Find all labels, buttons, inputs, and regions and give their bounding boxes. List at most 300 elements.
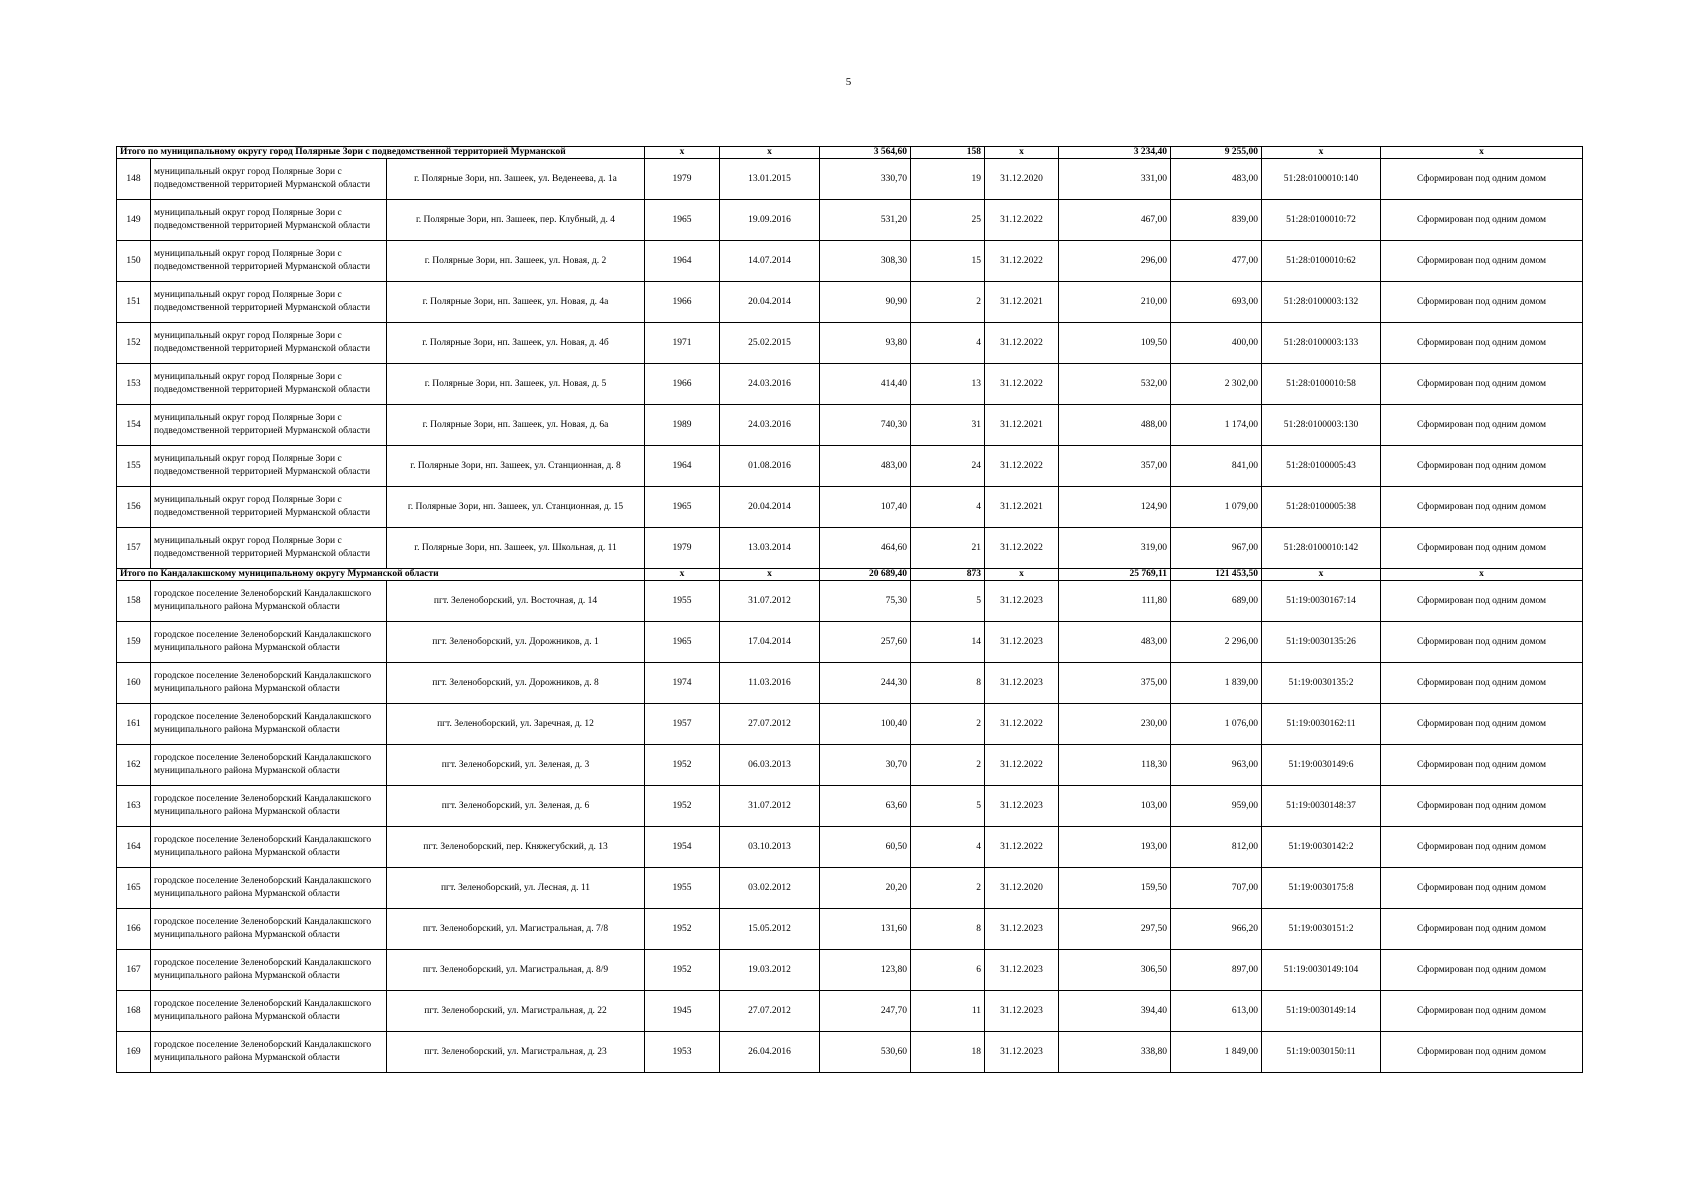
note-cell: Сформирован под одним домом	[1381, 704, 1583, 745]
table-row	[117, 446, 1583, 487]
residents-cell: 15	[911, 241, 985, 282]
municipality-cell: городское поселение Зеленоборский Кандалакшского муниципального района Мурманской области	[151, 622, 387, 663]
land-area-cell: 483,00	[1171, 159, 1262, 200]
cadastral-cell: 51:19:0030142:2	[1262, 827, 1381, 868]
cadastral-cell: 51:19:0030149:14	[1262, 991, 1381, 1032]
land-area-cell: 967,00	[1171, 528, 1262, 569]
address-cell: г. Полярные Зори, нп. Зашеек, ул. Станционная, д. 15	[387, 487, 645, 528]
area-cell: 531,20	[820, 200, 911, 241]
cadastral-cell: 51:28:0100003:133	[1262, 323, 1381, 364]
row-number-cell: 168	[117, 991, 151, 1032]
note-cell: Сформирован под одним домом	[1381, 323, 1583, 364]
table-row	[117, 323, 1583, 364]
row-number-cell: 148	[117, 159, 151, 200]
area-cell: 131,60	[820, 909, 911, 950]
residents-cell: 19	[911, 159, 985, 200]
cadastral-cell: 51:28:0100010:58	[1262, 364, 1381, 405]
row-number-cell: 150	[117, 241, 151, 282]
row-number-cell: 155	[117, 446, 151, 487]
row-number-cell: 165	[117, 868, 151, 909]
area2-cell: 109,50	[1059, 323, 1171, 364]
year-cell: 1966	[645, 282, 720, 323]
row-number-cell: 162	[117, 745, 151, 786]
housing-table	[116, 146, 1583, 1073]
table-row	[117, 704, 1583, 745]
area-cell: 30,70	[820, 745, 911, 786]
date-cell: 24.03.2016	[720, 405, 820, 446]
municipality-cell: муниципальный округ город Полярные Зори с подведомственной территорией Мурманской области	[151, 200, 387, 241]
area2-cell: 230,00	[1059, 704, 1171, 745]
note-cell: Сформирован под одним домом	[1381, 991, 1583, 1032]
total-label: Итого по муниципальному округу город Полярные Зори с подведомственной территорией Мурманской	[117, 147, 645, 159]
plan-date-cell: 31.12.2022	[985, 745, 1059, 786]
year-cell: 1974	[645, 663, 720, 704]
table-row	[117, 241, 1583, 282]
year-cell: 1964	[645, 241, 720, 282]
note-cell: Сформирован под одним домом	[1381, 200, 1583, 241]
plan-date-cell: 31.12.2023	[985, 909, 1059, 950]
cadastral-cell: 51:28:0100010:142	[1262, 528, 1381, 569]
total-date-cell: x	[720, 569, 820, 581]
year-cell: 1952	[645, 786, 720, 827]
area-cell: 100,40	[820, 704, 911, 745]
address-cell: пгт. Зеленоборский, ул. Заречная, д. 12	[387, 704, 645, 745]
land-area-cell: 897,00	[1171, 950, 1262, 991]
area2-cell: 338,80	[1059, 1032, 1171, 1073]
residents-cell: 18	[911, 1032, 985, 1073]
plan-date-cell: 31.12.2023	[985, 991, 1059, 1032]
year-cell: 1965	[645, 487, 720, 528]
residents-cell: 2	[911, 745, 985, 786]
area2-cell: 296,00	[1059, 241, 1171, 282]
total-residents-cell: 873	[911, 569, 985, 581]
row-number-cell: 154	[117, 405, 151, 446]
year-cell: 1945	[645, 991, 720, 1032]
year-cell: 1971	[645, 323, 720, 364]
area2-cell: 193,00	[1059, 827, 1171, 868]
residents-cell: 24	[911, 446, 985, 487]
address-cell: пгт. Зеленоборский, ул. Зеленая, д. 3	[387, 745, 645, 786]
area2-cell: 297,50	[1059, 909, 1171, 950]
note-cell: Сформирован под одним домом	[1381, 487, 1583, 528]
address-cell: пгт. Зеленоборский, ул. Магистральная, д. 8/9	[387, 950, 645, 991]
plan-date-cell: 31.12.2022	[985, 704, 1059, 745]
land-area-cell: 693,00	[1171, 282, 1262, 323]
residents-cell: 25	[911, 200, 985, 241]
row-number-cell: 156	[117, 487, 151, 528]
date-cell: 03.02.2012	[720, 868, 820, 909]
total-cadastral-cell: x	[1262, 147, 1381, 159]
municipality-cell: городское поселение Зеленоборский Кандалакшского муниципального района Мурманской области	[151, 950, 387, 991]
municipality-cell: муниципальный округ город Полярные Зори с подведомственной территорией Мурманской области	[151, 446, 387, 487]
total-note-cell: x	[1381, 569, 1583, 581]
area-cell: 530,60	[820, 1032, 911, 1073]
date-cell: 15.05.2012	[720, 909, 820, 950]
note-cell: Сформирован под одним домом	[1381, 827, 1583, 868]
row-number-cell: 152	[117, 323, 151, 364]
address-cell: пгт. Зеленоборский, пер. Княжегубский, д. 13	[387, 827, 645, 868]
table-row	[117, 745, 1583, 786]
land-area-cell: 959,00	[1171, 786, 1262, 827]
area-cell: 330,70	[820, 159, 911, 200]
address-cell: г. Полярные Зори, нп. Зашеек, ул. Станционная, д. 8	[387, 446, 645, 487]
residents-cell: 5	[911, 786, 985, 827]
plan-date-cell: 31.12.2022	[985, 241, 1059, 282]
cadastral-cell: 51:19:0030175:8	[1262, 868, 1381, 909]
plan-date-cell: 31.12.2023	[985, 786, 1059, 827]
plan-date-cell: 31.12.2023	[985, 663, 1059, 704]
plan-date-cell: 31.12.2023	[985, 622, 1059, 663]
year-cell: 1952	[645, 745, 720, 786]
area-cell: 75,30	[820, 581, 911, 622]
plan-date-cell: 31.12.2022	[985, 528, 1059, 569]
cadastral-cell: 51:28:0100005:38	[1262, 487, 1381, 528]
land-area-cell: 841,00	[1171, 446, 1262, 487]
row-number-cell: 159	[117, 622, 151, 663]
residents-cell: 2	[911, 282, 985, 323]
plan-date-cell: 31.12.2021	[985, 282, 1059, 323]
year-cell: 1979	[645, 528, 720, 569]
area-cell: 308,30	[820, 241, 911, 282]
land-area-cell: 1 839,00	[1171, 663, 1262, 704]
date-cell: 11.03.2016	[720, 663, 820, 704]
total-area-cell: 3 564,60	[820, 147, 911, 159]
date-cell: 13.03.2014	[720, 528, 820, 569]
row-number-cell: 149	[117, 200, 151, 241]
residents-cell: 4	[911, 827, 985, 868]
area2-cell: 319,00	[1059, 528, 1171, 569]
address-cell: пгт. Зеленоборский, ул. Восточная, д. 14	[387, 581, 645, 622]
year-cell: 1965	[645, 200, 720, 241]
area-cell: 20,20	[820, 868, 911, 909]
area-cell: 107,40	[820, 487, 911, 528]
cadastral-cell: 51:28:0100010:72	[1262, 200, 1381, 241]
address-cell: пгт. Зеленоборский, ул. Магистральная, д. 7/8	[387, 909, 645, 950]
area2-cell: 488,00	[1059, 405, 1171, 446]
municipality-cell: городское поселение Зеленоборский Кандалакшского муниципального района Мурманской области	[151, 786, 387, 827]
area2-cell: 103,00	[1059, 786, 1171, 827]
row-number-cell: 164	[117, 827, 151, 868]
year-cell: 1964	[645, 446, 720, 487]
municipality-cell: муниципальный округ город Полярные Зори с подведомственной территорией Мурманской области	[151, 282, 387, 323]
plan-date-cell: 31.12.2022	[985, 323, 1059, 364]
row-number-cell: 169	[117, 1032, 151, 1073]
residents-cell: 4	[911, 323, 985, 364]
date-cell: 27.07.2012	[720, 704, 820, 745]
residents-cell: 2	[911, 704, 985, 745]
area-cell: 244,30	[820, 663, 911, 704]
total-date-cell: x	[720, 147, 820, 159]
total-plan-date-cell: x	[985, 569, 1059, 581]
cadastral-cell: 51:28:0100010:140	[1262, 159, 1381, 200]
note-cell: Сформирован под одним домом	[1381, 622, 1583, 663]
municipality-cell: муниципальный округ город Полярные Зори с подведомственной территорией Мурманской области	[151, 405, 387, 446]
total-land-area-cell: 121 453,50	[1171, 569, 1262, 581]
year-cell: 1954	[645, 827, 720, 868]
row-number-cell: 163	[117, 786, 151, 827]
area-cell: 483,00	[820, 446, 911, 487]
area-cell: 414,40	[820, 364, 911, 405]
note-cell: Сформирован под одним домом	[1381, 528, 1583, 569]
date-cell: 13.01.2015	[720, 159, 820, 200]
table-row	[117, 786, 1583, 827]
note-cell: Сформирован под одним домом	[1381, 663, 1583, 704]
date-cell: 19.03.2012	[720, 950, 820, 991]
total-year-cell: x	[645, 569, 720, 581]
residents-cell: 5	[911, 581, 985, 622]
area-cell: 93,80	[820, 323, 911, 364]
plan-date-cell: 31.12.2023	[985, 950, 1059, 991]
date-cell: 26.04.2016	[720, 1032, 820, 1073]
table-row	[117, 159, 1583, 200]
year-cell: 1966	[645, 364, 720, 405]
year-cell: 1957	[645, 704, 720, 745]
cadastral-cell: 51:28:0100003:130	[1262, 405, 1381, 446]
note-cell: Сформирован под одним домом	[1381, 786, 1583, 827]
table-row	[117, 364, 1583, 405]
address-cell: г. Полярные Зори, нп. Зашеек, ул. Новая, д. 2	[387, 241, 645, 282]
note-cell: Сформирован под одним домом	[1381, 581, 1583, 622]
land-area-cell: 1 849,00	[1171, 1032, 1262, 1073]
note-cell: Сформирован под одним домом	[1381, 364, 1583, 405]
municipality-cell: городское поселение Зеленоборский Кандалакшского муниципального района Мурманской области	[151, 745, 387, 786]
total-note-cell: x	[1381, 147, 1583, 159]
date-cell: 25.02.2015	[720, 323, 820, 364]
address-cell: г. Полярные Зори, нп. Зашеек, ул. Новая, д. 6а	[387, 405, 645, 446]
area2-cell: 375,00	[1059, 663, 1171, 704]
residents-cell: 2	[911, 868, 985, 909]
land-area-cell: 2 296,00	[1171, 622, 1262, 663]
cadastral-cell: 51:28:0100010:62	[1262, 241, 1381, 282]
cadastral-cell: 51:19:0030148:37	[1262, 786, 1381, 827]
table-row	[117, 622, 1583, 663]
municipality-cell: городское поселение Зеленоборский Кандалакшского муниципального района Мурманской области	[151, 1032, 387, 1073]
total-area2-cell: 25 769,11	[1059, 569, 1171, 581]
plan-date-cell: 31.12.2022	[985, 827, 1059, 868]
table-row	[117, 909, 1583, 950]
row-number-cell: 166	[117, 909, 151, 950]
municipality-cell: городское поселение Зеленоборский Кандалакшского муниципального района Мурманской области	[151, 704, 387, 745]
municipality-cell: городское поселение Зеленоборский Кандалакшского муниципального района Мурманской области	[151, 991, 387, 1032]
area2-cell: 394,40	[1059, 991, 1171, 1032]
cadastral-cell: 51:19:0030150:11	[1262, 1032, 1381, 1073]
address-cell: г. Полярные Зори, нп. Зашеек, ул. Новая, д. 4б	[387, 323, 645, 364]
total-label: Итого по Кандалакшскому муниципальному округу Мурманской области	[117, 569, 645, 581]
table-row	[117, 663, 1583, 704]
address-cell: пгт. Зеленоборский, ул. Магистральная, д. 22	[387, 991, 645, 1032]
table-row	[117, 950, 1583, 991]
plan-date-cell: 31.12.2021	[985, 405, 1059, 446]
address-cell: пгт. Зеленоборский, ул. Дорожников, д. 8	[387, 663, 645, 704]
area-cell: 257,60	[820, 622, 911, 663]
date-cell: 31.07.2012	[720, 786, 820, 827]
land-area-cell: 1 174,00	[1171, 405, 1262, 446]
cadastral-cell: 51:19:0030162:11	[1262, 704, 1381, 745]
cadastral-cell: 51:19:0030149:6	[1262, 745, 1381, 786]
table-row	[117, 1032, 1583, 1073]
total-cadastral-cell: x	[1262, 569, 1381, 581]
date-cell: 06.03.2013	[720, 745, 820, 786]
date-cell: 19.09.2016	[720, 200, 820, 241]
note-cell: Сформирован под одним домом	[1381, 159, 1583, 200]
area-cell: 247,70	[820, 991, 911, 1032]
total-land-area-cell: 9 255,00	[1171, 147, 1262, 159]
total-area-cell: 20 689,40	[820, 569, 911, 581]
municipality-cell: городское поселение Зеленоборский Кандалакшского муниципального района Мурманской области	[151, 827, 387, 868]
address-cell: г. Полярные Зори, нп. Зашеек, ул. Новая, д. 4а	[387, 282, 645, 323]
row-number-cell: 153	[117, 364, 151, 405]
row-number-cell: 157	[117, 528, 151, 569]
area-cell: 740,30	[820, 405, 911, 446]
total-year-cell: x	[645, 147, 720, 159]
municipality-cell: муниципальный округ город Полярные Зори с подведомственной территорией Мурманской области	[151, 159, 387, 200]
address-cell: пгт. Зеленоборский, ул. Лесная, д. 11	[387, 868, 645, 909]
land-area-cell: 963,00	[1171, 745, 1262, 786]
area-cell: 464,60	[820, 528, 911, 569]
area-cell: 90,90	[820, 282, 911, 323]
land-area-cell: 2 302,00	[1171, 364, 1262, 405]
municipality-cell: городское поселение Зеленоборский Кандалакшского муниципального района Мурманской области	[151, 909, 387, 950]
land-area-cell: 707,00	[1171, 868, 1262, 909]
plan-date-cell: 31.12.2021	[985, 487, 1059, 528]
note-cell: Сформирован под одним домом	[1381, 241, 1583, 282]
land-area-cell: 613,00	[1171, 991, 1262, 1032]
address-cell: г. Полярные Зори, нп. Зашеек, ул. Школьная, д. 11	[387, 528, 645, 569]
table-row	[117, 581, 1583, 622]
address-cell: пгт. Зеленоборский, ул. Зеленая, д. 6	[387, 786, 645, 827]
note-cell: Сформирован под одним домом	[1381, 950, 1583, 991]
address-cell: г. Полярные Зори, нп. Зашеек, ул. Новая, д. 5	[387, 364, 645, 405]
residents-cell: 21	[911, 528, 985, 569]
area2-cell: 210,00	[1059, 282, 1171, 323]
row-number-cell: 151	[117, 282, 151, 323]
plan-date-cell: 31.12.2023	[985, 581, 1059, 622]
table-row	[117, 200, 1583, 241]
residents-cell: 4	[911, 487, 985, 528]
note-cell: Сформирован под одним домом	[1381, 446, 1583, 487]
area2-cell: 111,80	[1059, 581, 1171, 622]
area2-cell: 124,90	[1059, 487, 1171, 528]
year-cell: 1989	[645, 405, 720, 446]
page-number: 5	[845, 76, 852, 88]
municipality-cell: муниципальный округ город Полярные Зори с подведомственной территорией Мурманской области	[151, 487, 387, 528]
date-cell: 20.04.2014	[720, 487, 820, 528]
note-cell: Сформирован под одним домом	[1381, 405, 1583, 446]
land-area-cell: 966,20	[1171, 909, 1262, 950]
land-area-cell: 1 079,00	[1171, 487, 1262, 528]
municipality-cell: городское поселение Зеленоборский Кандалакшского муниципального района Мурманской области	[151, 663, 387, 704]
area2-cell: 118,30	[1059, 745, 1171, 786]
date-cell: 31.07.2012	[720, 581, 820, 622]
land-area-cell: 400,00	[1171, 323, 1262, 364]
residents-cell: 31	[911, 405, 985, 446]
area-cell: 60,50	[820, 827, 911, 868]
cadastral-cell: 51:28:0100005:43	[1262, 446, 1381, 487]
plan-date-cell: 31.12.2023	[985, 1032, 1059, 1073]
year-cell: 1952	[645, 909, 720, 950]
cadastral-cell: 51:19:0030135:26	[1262, 622, 1381, 663]
land-area-cell: 839,00	[1171, 200, 1262, 241]
plan-date-cell: 31.12.2020	[985, 868, 1059, 909]
row-number-cell: 158	[117, 581, 151, 622]
address-cell: г. Полярные Зори, нп. Зашеек, пер. Клубный, д. 4	[387, 200, 645, 241]
municipality-cell: городское поселение Зеленоборский Кандалакшского муниципального района Мурманской области	[151, 581, 387, 622]
date-cell: 03.10.2013	[720, 827, 820, 868]
residents-cell: 13	[911, 364, 985, 405]
table-row	[117, 528, 1583, 569]
note-cell: Сформирован под одним домом	[1381, 745, 1583, 786]
plan-date-cell: 31.12.2022	[985, 364, 1059, 405]
land-area-cell: 812,00	[1171, 827, 1262, 868]
address-cell: г. Полярные Зори, нп. Зашеек, ул. Веденеева, д. 1а	[387, 159, 645, 200]
table-row	[117, 487, 1583, 528]
plan-date-cell: 31.12.2022	[985, 446, 1059, 487]
year-cell: 1955	[645, 868, 720, 909]
municipality-cell: муниципальный округ город Полярные Зори с подведомственной территорией Мурманской области	[151, 241, 387, 282]
cadastral-cell: 51:19:0030135:2	[1262, 663, 1381, 704]
year-cell: 1955	[645, 581, 720, 622]
note-cell: Сформирован под одним домом	[1381, 868, 1583, 909]
table-row	[117, 282, 1583, 323]
table-row	[117, 991, 1583, 1032]
municipality-cell: городское поселение Зеленоборский Кандалакшского муниципального района Мурманской области	[151, 868, 387, 909]
date-cell: 01.08.2016	[720, 446, 820, 487]
total-row-kandalaksha	[117, 569, 1583, 581]
total-plan-date-cell: x	[985, 147, 1059, 159]
area2-cell: 467,00	[1059, 200, 1171, 241]
table-row	[117, 405, 1583, 446]
plan-date-cell: 31.12.2020	[985, 159, 1059, 200]
municipality-cell: муниципальный округ город Полярные Зори с подведомственной территорией Мурманской области	[151, 528, 387, 569]
municipality-cell: муниципальный округ город Полярные Зори с подведомственной территорией Мурманской области	[151, 323, 387, 364]
total-row-zori	[117, 147, 1583, 159]
year-cell: 1965	[645, 622, 720, 663]
cadastral-cell: 51:19:0030149:104	[1262, 950, 1381, 991]
residents-cell: 6	[911, 950, 985, 991]
plan-date-cell: 31.12.2022	[985, 200, 1059, 241]
year-cell: 1952	[645, 950, 720, 991]
cadastral-cell: 51:19:0030151:2	[1262, 909, 1381, 950]
area-cell: 123,80	[820, 950, 911, 991]
total-residents-cell: 158	[911, 147, 985, 159]
area-cell: 63,60	[820, 786, 911, 827]
note-cell: Сформирован под одним домом	[1381, 909, 1583, 950]
row-number-cell: 160	[117, 663, 151, 704]
residents-cell: 8	[911, 909, 985, 950]
residents-cell: 8	[911, 663, 985, 704]
area2-cell: 483,00	[1059, 622, 1171, 663]
total-area2-cell: 3 234,40	[1059, 147, 1171, 159]
table-row	[117, 827, 1583, 868]
area2-cell: 306,50	[1059, 950, 1171, 991]
row-number-cell: 167	[117, 950, 151, 991]
municipality-cell: муниципальный округ город Полярные Зори с подведомственной территорией Мурманской области	[151, 364, 387, 405]
area2-cell: 331,00	[1059, 159, 1171, 200]
note-cell: Сформирован под одним домом	[1381, 282, 1583, 323]
land-area-cell: 1 076,00	[1171, 704, 1262, 745]
date-cell: 27.07.2012	[720, 991, 820, 1032]
land-area-cell: 689,00	[1171, 581, 1262, 622]
note-cell: Сформирован под одним домом	[1381, 1032, 1583, 1073]
cadastral-cell: 51:19:0030167:14	[1262, 581, 1381, 622]
date-cell: 20.04.2014	[720, 282, 820, 323]
residents-cell: 14	[911, 622, 985, 663]
area2-cell: 532,00	[1059, 364, 1171, 405]
table-row	[117, 868, 1583, 909]
row-number-cell: 161	[117, 704, 151, 745]
year-cell: 1953	[645, 1032, 720, 1073]
date-cell: 14.07.2014	[720, 241, 820, 282]
